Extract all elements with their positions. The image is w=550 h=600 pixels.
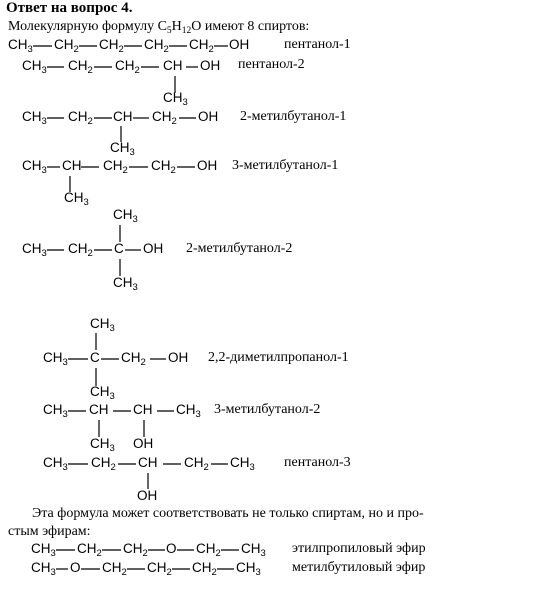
group-o: O (166, 541, 177, 556)
group-ch2: $CH_2$ (196, 541, 221, 559)
group-ch: CH (89, 402, 109, 417)
group-ch2: $CH_2$ (144, 37, 169, 55)
group-o: O (70, 560, 81, 575)
group-ch3: $CH_3$ (43, 350, 68, 368)
group-ch: CH (133, 402, 153, 417)
group-c: C (90, 350, 100, 365)
group-ch2: $CH_2$ (68, 241, 93, 259)
group-ch2: $CH_2$ (147, 560, 172, 578)
group-ch2: $CH_2$ (152, 109, 177, 127)
group-ch3: $CH_3$ (43, 455, 68, 473)
group-ch3: $CH_3$ (43, 402, 68, 420)
group-c: C (114, 241, 124, 256)
group-ch2: $CH_2$ (115, 58, 140, 76)
group-oh: OH (133, 436, 154, 451)
compound-name: 2-метилбутанол-1 (240, 109, 347, 124)
group-ch: CH (163, 58, 183, 73)
group-ch2: $CH_2$ (192, 560, 217, 578)
group-ch3: $CH_3$ (113, 275, 138, 293)
group-oh: OH (143, 241, 164, 256)
group-ch3: $CH_3$ (90, 316, 115, 334)
group-ch2: $CH_2$ (99, 37, 124, 55)
group-ch3: $CH_3$ (64, 190, 89, 208)
group-ch2: $CH_2$ (54, 37, 79, 55)
group-ch2: $CH_2$ (184, 455, 209, 473)
group-ch3: $CH_3$ (236, 560, 261, 578)
group-ch3: $CH_3$ (8, 37, 33, 55)
group-ch3: $CH_3$ (90, 384, 115, 402)
group-ch2: $CH_2$ (151, 158, 176, 176)
group-ch2: $CH_2$ (103, 158, 128, 176)
compound-name: 3-метилбутанол-1 (232, 158, 339, 173)
compound-name: пентанол-2 (238, 57, 305, 72)
compound-name: этилпропиловый эфир (292, 541, 426, 556)
answer-title: Ответ на вопрос 4. (6, 0, 133, 16)
group-ch3: $CH_3$ (241, 541, 266, 559)
group-ch3: $CH_3$ (163, 90, 188, 108)
group-ch2: $CH_2$ (189, 37, 214, 55)
compound-name: 3-метилбутанол-2 (214, 402, 321, 417)
group-ch2: $CH_2$ (68, 109, 93, 127)
group-ch3: $CH_3$ (31, 541, 56, 559)
group-ch: CH (113, 109, 133, 124)
compound-name: метилбутиловый эфир (292, 560, 426, 575)
intro-line: Молекулярную формулу $C_5H_{12}O$ имеют 8 спиртов: (8, 19, 310, 36)
group-ch: CH (62, 158, 82, 173)
group-ch3: $CH_3$ (176, 402, 201, 420)
group-ch2: $CH_2$ (121, 350, 146, 368)
group-ch2: $CH_2$ (102, 560, 127, 578)
group-ch3: $CH_3$ (22, 241, 47, 259)
group-oh: OH (168, 350, 189, 365)
compound-name: пентанол-3 (284, 455, 351, 470)
group-ch2: $CH_2$ (68, 58, 93, 76)
group-ch2: $CH_2$ (77, 541, 102, 559)
group-oh: OH (197, 158, 218, 173)
compound-name: 2,2-диметилпропанол-1 (208, 350, 349, 365)
group-ch3: $CH_3$ (31, 560, 56, 578)
group-oh: OH (200, 58, 221, 73)
group-oh: OH (229, 37, 250, 52)
group-ch3: $CH_3$ (22, 109, 47, 127)
group-ch3: $CH_3$ (230, 455, 255, 473)
compound-name: 2-метилбутанол-2 (186, 241, 293, 256)
group-oh: OH (137, 488, 158, 503)
ether-paragraph-line-1: Эта формула может соответствовать не только спиртам, но и про- (32, 506, 424, 521)
ether-paragraph-line-2: стым эфирам: (8, 524, 91, 539)
group-ch3: $CH_3$ (113, 207, 138, 225)
group-ch3: $CH_3$ (110, 140, 135, 158)
group-oh: OH (198, 109, 219, 124)
group-ch3: $CH_3$ (90, 436, 115, 454)
group-ch3: $CH_3$ (22, 58, 47, 76)
group-ch3: $CH_3$ (22, 158, 47, 176)
group-ch2: $CH_2$ (123, 541, 148, 559)
compound-name: пентанол-1 (284, 37, 351, 52)
group-ch: CH (138, 455, 158, 470)
group-ch2: $CH_2$ (91, 455, 116, 473)
